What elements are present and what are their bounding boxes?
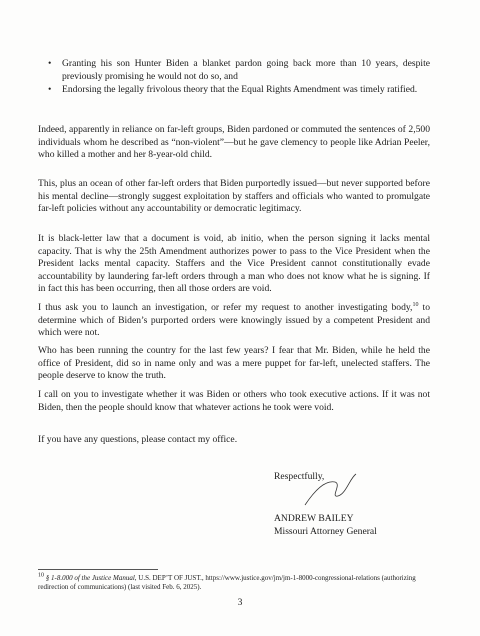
- paragraph-who-running: Who has been running the country for the last few years? I fear that Mr. Biden, while he held the office of President, did so in name only and was a mere puppet for far-left, unelected staffers. The people deserve to know the truth.: [38, 345, 430, 382]
- signatory-title: Missouri Attorney General: [274, 526, 377, 537]
- paragraph-text: I thus ask you to launch an investigation, or refer my request to another investigating body,: [38, 302, 413, 313]
- paragraph-text: to determine which of Biden’s purported orders were knowingly issued by a competent President and which were not.: [38, 302, 430, 339]
- bullet-dot-icon: •: [48, 84, 52, 96]
- footnote-number: 10: [38, 572, 44, 579]
- signatory-name: ANDREW BAILEY: [274, 513, 354, 524]
- bullet-item: [48, 58, 430, 83]
- paragraph-mental-capacity: It is black-letter law that a document is void, ab initio, when the person signing it lacks mental capacity. That is why the 25th Amendment authorizes power to pass to the Vice President when the President lacks mental capacity. Staffers and the Vice President cannot constitutionally evade accountability by laundering far-left orders through a man who does not know what he is signing. If in fact this has been occurring, then all those orders are void.: [38, 233, 430, 295]
- paragraph-clemency: Indeed, apparently in reliance on far-left groups, Biden pardoned or commuted the sentences of 2,500 individuals whom he described as “non-violent”—but he gave clemency to people like Adrian Peeler, who killed a mother and her 8-year-old child.: [38, 124, 430, 161]
- paragraph-investigation-request: [38, 302, 430, 340]
- page-number: 3: [237, 597, 243, 608]
- signature-closing: Respectfully,: [274, 471, 325, 482]
- footnote-divider: [38, 569, 158, 570]
- bullet-text: Granting his son Hunter Biden a blanket pardon going back more than 10 years, despite previously promising he would not do so, and: [62, 58, 430, 82]
- bullet-list: [48, 58, 430, 98]
- handwritten-signature-icon: [300, 470, 360, 510]
- bullet-text: Endorsing the legally frivolous theory that the Equal Rights Amendment was timely ratified.: [62, 84, 418, 96]
- footnote: [38, 574, 430, 593]
- footnote-text: U.S. DEP’T OF JUST., https://www.justice.gov/jm/jm-1-8000-congressional-relations (authorizing redirection of communications) (last visited Feb. 6, 2025).: [38, 574, 416, 592]
- paragraph-contact: If you have any questions, please contact my office.: [38, 434, 238, 445]
- paragraph-exploitation: This, plus an ocean of other far-left orders that Biden purportedly issued—but never supported before his mental decline—strongly suggest exploitation by staffers and officials who wanted to promulgate far-left policies without any accountability or democratic legitimacy.: [38, 178, 430, 215]
- paragraph-call-to-investigate: I call on you to investigate whether it was Biden or others who took executive actions. If it was not Biden, then the people should know that whatever actions he took were void.: [38, 389, 430, 413]
- bullet-dot-icon: •: [48, 58, 52, 69]
- bullet-item: [48, 84, 430, 97]
- footnote-reference: 10: [412, 301, 419, 308]
- footnote-citation: § 1-8.000 of the Justice Manual,: [45, 574, 137, 582]
